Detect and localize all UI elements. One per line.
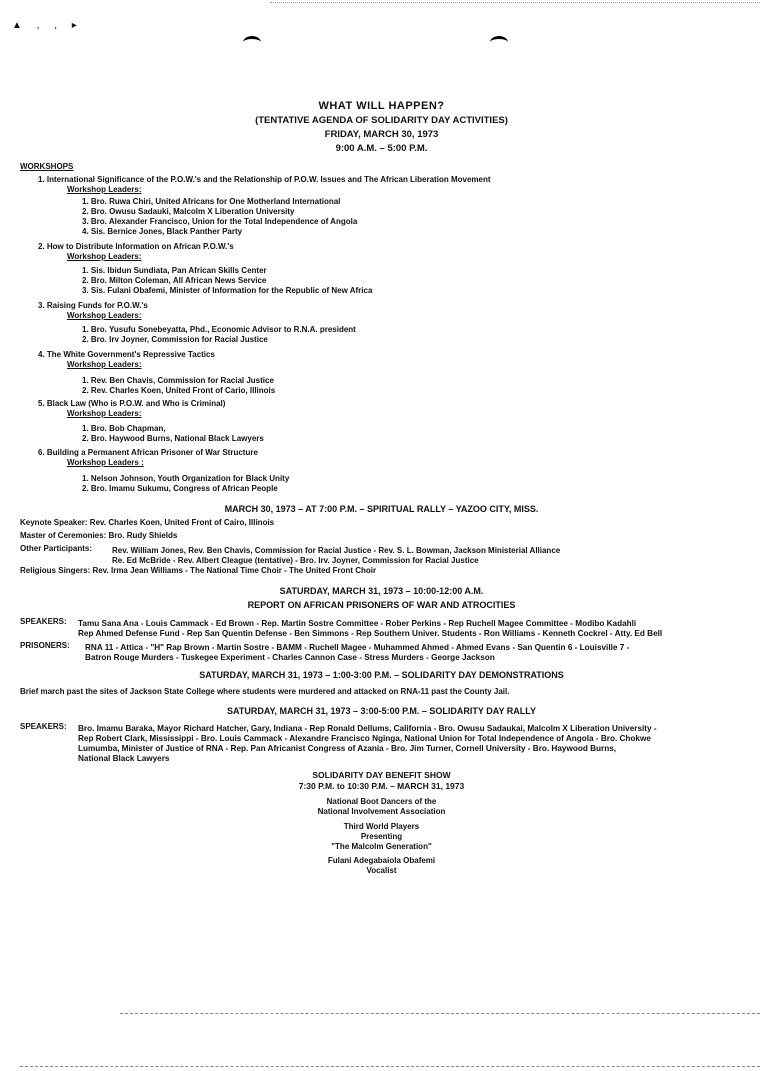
workshop-leaders-label: Workshop Leaders: — [67, 185, 142, 194]
prisoners-list: RNA 11 - Attica - "H" Rap Brown - Martin Sostre - BAMM - Ruchell Magee - Muhammed Ahmed - Ahmed Evans - San Quentin 6 - Louisville 7 - — [85, 643, 630, 652]
workshop-leaders-label: Workshop Leaders : — [67, 458, 144, 467]
benefit-line: Fulani Adegabaiola Obafemi — [327, 856, 436, 865]
workshop-leader: 1. Bro. Ruwa Chiri, United Africans for One Motherland International — [82, 197, 341, 206]
workshop-title: 2. How to Distribute Information on African P.O.W.'s — [38, 242, 234, 251]
event-date: FRIDAY, MARCH 30, 1973 — [324, 129, 439, 140]
report-heading: REPORT ON AFRICAN PRISONERS OF WAR AND ATROCITIES — [247, 600, 516, 610]
workshop-title: 3. Raising Funds for P.O.W.'s — [38, 301, 148, 310]
workshop-leader: 1. Nelson Johnson, Youth Organization for Black Unity — [82, 474, 290, 483]
benefit-line: Vocalist — [366, 866, 397, 875]
top-border — [270, 2, 760, 3]
benefit-line: "The Malcolm Generation" — [331, 842, 432, 851]
workshop-leader: 1. Rev. Ben Chavis, Commission for Racial Justice — [82, 376, 274, 385]
speakers-list: Tamu Sana Ana - Louis Cammack - Ed Brown - Rep. Martin Sostre Committee - Rober Perkins - Rep Ruchell Magee Committee - Modibo Kadahli — [78, 619, 637, 628]
workshops-heading: WORKSHOPS — [20, 162, 74, 171]
benefit-line: National Involvement Association — [317, 807, 446, 816]
bottom-border — [20, 1066, 760, 1067]
speakers-label: SPEAKERS: — [20, 617, 67, 626]
saturday-morning-heading: SATURDAY, MARCH 31, 1973 – 10:00-12:00 A.M. — [279, 586, 484, 596]
event-time: 9:00 A.M. – 5:00 P.M. — [335, 143, 428, 154]
benefit-line: National Boot Dancers of the — [326, 797, 437, 806]
benefit-line: Presenting — [360, 832, 403, 841]
workshop-leader: 2. Bro. Haywood Burns, National Black Lawyers — [82, 434, 264, 443]
punch-hole-left — [243, 36, 261, 49]
workshop-leaders-label: Workshop Leaders: — [67, 409, 142, 418]
workshop-leader: 2. Bro. Milton Coleman, All African News Service — [82, 276, 267, 285]
workshop-leader: 2. Bro. Irv Joyner, Commission for Racial Justice — [82, 335, 268, 344]
rally-speakers: Rep Robert Clark, Mississippi - Bro. Louis Cammack - Alexandre Francisco Nginga, National Union for Total Independence of Angola - Bro. Chokwe — [78, 734, 651, 743]
workshop-leader: 3. Bro. Alexander Francisco, Union for the Total Independence of Angola — [82, 217, 358, 226]
workshop-leaders-label: Workshop Leaders: — [67, 311, 142, 320]
workshop-title: 6. Building a Permanent African Prisoner of War Structure — [38, 448, 258, 457]
workshop-title: 5. Black Law (Who is P.O.W. and Who is Criminal) — [38, 399, 226, 408]
prisoners-list: Batron Rouge Murders - Tuskegee Experiment - Charles Cannon Case - Stress Murders - George Jackson — [85, 653, 495, 662]
other-participants: Re. Ed McBride - Rev. Albert Cleague (tentative) - Bro. Irv. Joyner, Commission for Racial Justice — [112, 556, 479, 565]
master-of-ceremonies: Master of Ceremonies: Bro. Rudy Shields — [20, 531, 178, 540]
workshop-leaders-label: Workshop Leaders: — [67, 252, 142, 261]
page-subtitle: (TENTATIVE AGENDA OF SOLIDARITY DAY ACTIVITIES) — [255, 115, 508, 126]
benefit-time: 7:30 P.M. to 10:30 P.M. – MARCH 31, 1973 — [298, 781, 465, 791]
speakers-list: Rep Ahmed Defense Fund - Rep San Quentin Defense - Ben Simmons - Rep Southern Univer. Students - Ron Williams - Kenneth Cockrel - Atty. Ed Bell — [78, 629, 663, 638]
corner-marks: ▲ , , ▸ — [12, 20, 83, 31]
workshop-leader: 3. Sis. Fulani Obafemi, Minister of Information for the Republic of New Africa — [82, 286, 373, 295]
rally-speakers: Lumumba, Minister of Justice of RNA - Rep. Pan Africanist Congress of Azania - Bro. Jim Turner, Cornell University - Bro. Haywood Burns, — [78, 744, 617, 753]
benefit-line: Third World Players — [343, 822, 420, 831]
workshop-leaders-label: Workshop Leaders: — [67, 360, 142, 369]
benefit-heading: SOLIDARITY DAY BENEFIT SHOW — [312, 770, 451, 780]
solidarity-rally-heading: SATURDAY, MARCH 31, 1973 – 3:00-5:00 P.M. – SOLIDARITY DAY RALLY — [227, 706, 536, 716]
page-title: WHAT WILL HAPPEN? — [318, 100, 445, 112]
workshop-leader: 1. Bro. Yusufu Sonebeyatta, Phd., Economic Advisor to R.N.A. president — [82, 325, 356, 334]
prisoners-label: PRISONERS: — [20, 641, 70, 650]
demonstrations-heading: SATURDAY, MARCH 31, 1973 – 1:00-3:00 P.M. – SOLIDARITY DAY DEMONSTRATIONS — [199, 670, 564, 680]
workshop-leader: 1. Sis. Ibidun Sundiata, Pan African Skills Center — [82, 266, 267, 275]
bottom-border — [120, 1013, 760, 1014]
punch-hole-right — [490, 36, 508, 49]
speakers-label: SPEAKERS: — [20, 722, 67, 731]
workshop-leader: 4. Sis. Bernice Jones, Black Panther Party — [82, 227, 243, 236]
workshop-leader: 2. Bro. Imamu Sukumu, Congress of African People — [82, 484, 278, 493]
demonstrations-text: Brief march past the sites of Jackson State College where students were murdered and attacked on RNA-11 past the County Jail. — [20, 687, 510, 696]
rally-speakers: Bro. Imamu Baraka, Mayor Richard Hatcher, Gary, Indiana - Rep Ronald Dellums, California - Bro. Owusu Sadaukai, Malcolm X Liberation University - — [78, 724, 657, 733]
other-participants: Rev. William Jones, Rev. Ben Chavis, Commission for Racial Justice - Rev. S. L. Bowman, Jackson Ministerial Alliance — [112, 546, 561, 555]
workshop-title: 4. The White Government's Repressive Tactics — [38, 350, 215, 359]
workshop-leader: 1. Bro. Bob Chapman, — [82, 424, 166, 433]
religious-singers: Religious Singers: Rev. Irma Jean Williams - The National Time Choir - The United Front Choir — [20, 566, 377, 575]
keynote-speaker: Keynote Speaker: Rev. Charles Koen, United Front of Cairo, Illinois — [20, 518, 275, 527]
workshop-title: 1. International Significance of the P.O.W.'s and the Relationship of P.O.W. Issues and The African Liberation Movement — [38, 175, 491, 184]
workshop-leader: 2. Bro. Owusu Sadauki, Malcolm X Liberation University — [82, 207, 295, 216]
spiritual-rally-heading: MARCH 30, 1973 – AT 7:00 P.M. – SPIRITUAL RALLY – YAZOO CITY, MISS. — [224, 504, 539, 514]
rally-speakers: National Black Lawyers — [78, 754, 170, 763]
workshop-leader: 2. Rev. Charles Koen, United Front of Cario, Illinois — [82, 386, 276, 395]
other-participants-label: Other Participants: — [20, 544, 93, 553]
